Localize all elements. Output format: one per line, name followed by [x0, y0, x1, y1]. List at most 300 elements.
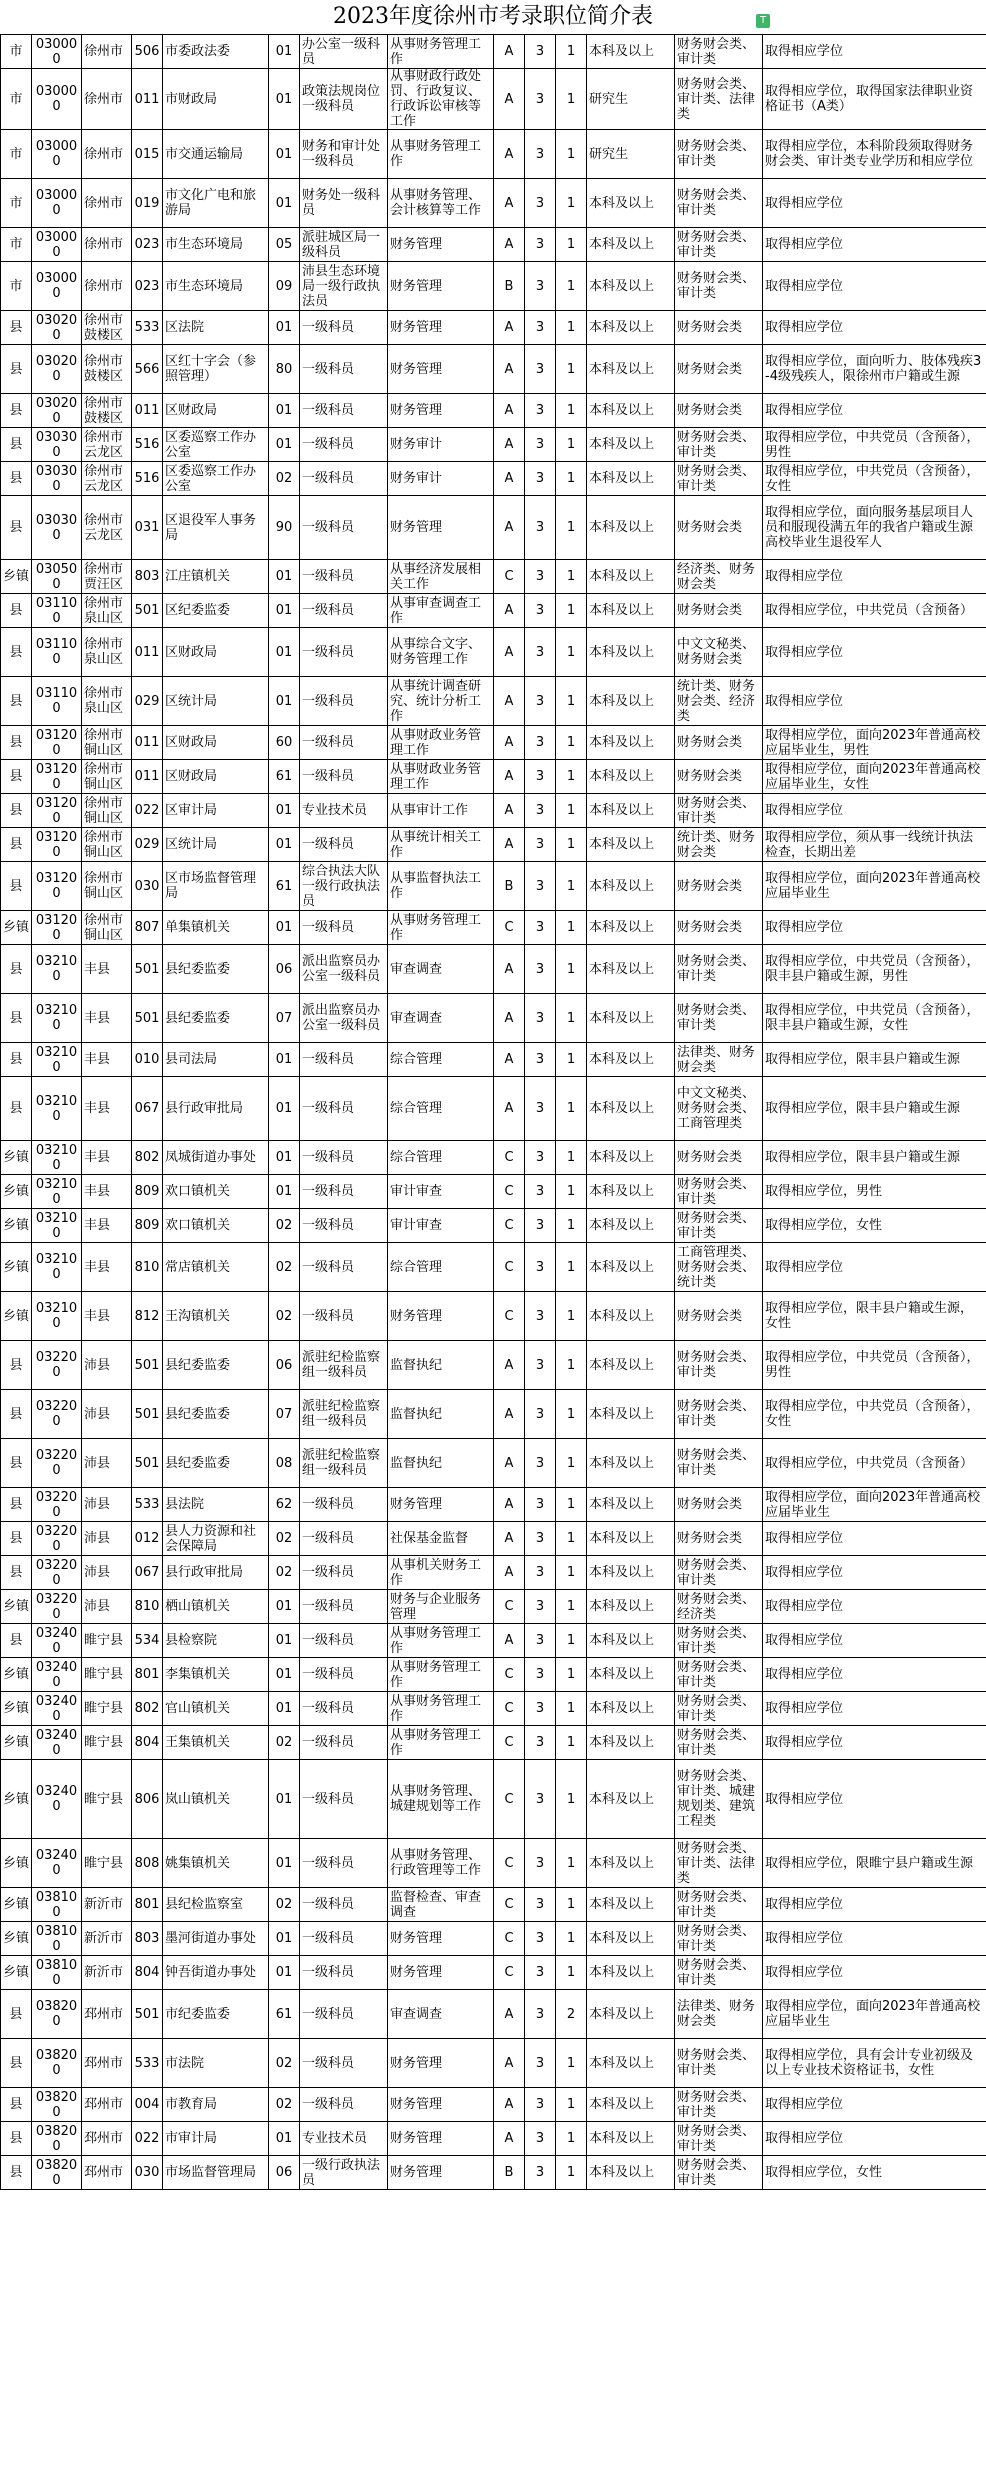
cell-major: 财务财会类、审计类	[675, 2122, 763, 2156]
cell-unit-code: 030	[132, 2156, 163, 2190]
table-row	[1, 1839, 986, 1888]
cell-level: 县	[1, 1624, 32, 1658]
cell-post-code: 06	[269, 1341, 300, 1390]
cell-dept-code: 032100	[32, 994, 82, 1043]
cell-headcount: 1	[556, 1922, 587, 1956]
cell-duties: 从事财务管理工作	[388, 911, 494, 945]
cell-region: 徐州市	[82, 228, 132, 262]
table-row	[1, 1658, 986, 1692]
cell-dept-code: 038100	[32, 1922, 82, 1956]
cell-dept-code: 038200	[32, 2122, 82, 2156]
cell-post-name: 一级科员	[300, 1292, 388, 1341]
cell-post-code: 01	[269, 677, 300, 726]
cell-dept-code: 032200	[32, 1590, 82, 1624]
cell-requirements: 取得相应学位，女性	[763, 1209, 986, 1243]
cell-education: 本科及以上	[587, 2088, 675, 2122]
cell-headcount: 1	[556, 1956, 587, 1990]
cell-post-code: 01	[269, 1760, 300, 1839]
cell-headcount: 1	[556, 2039, 587, 2088]
cell-duties: 综合管理	[388, 1043, 494, 1077]
cell-post-name: 一级科员	[300, 1522, 388, 1556]
cell-unit-code: 031	[132, 496, 163, 560]
cell-duties: 监督执纪	[388, 1439, 494, 1488]
cell-level: 乡镇	[1, 1141, 32, 1175]
cell-exam-type: A	[494, 394, 525, 428]
cell-region: 沛县	[82, 1488, 132, 1522]
cell-exam-type: A	[494, 2088, 525, 2122]
cell-major: 财务财会类	[675, 1522, 763, 1556]
cell-unit-name: 区财政局	[163, 726, 269, 760]
cell-post-name: 一级科员	[300, 1556, 388, 1590]
cell-unit-name: 李集镇机关	[163, 1658, 269, 1692]
cell-unit-name: 市生态环境局	[163, 228, 269, 262]
cell-level: 县	[1, 760, 32, 794]
cell-education: 本科及以上	[587, 1043, 675, 1077]
filter-icon[interactable]: T	[756, 14, 770, 28]
cell-exam-type: B	[494, 2156, 525, 2190]
cell-exam-type: A	[494, 1043, 525, 1077]
cell-exam-type: A	[494, 345, 525, 394]
cell-post-name: 一级科员	[300, 594, 388, 628]
cell-unit-name: 市审计局	[163, 2122, 269, 2156]
cell-education: 研究生	[587, 69, 675, 130]
cell-unit-name: 市教育局	[163, 2088, 269, 2122]
cell-ratio: 3	[525, 726, 556, 760]
cell-post-code: 80	[269, 345, 300, 394]
cell-post-code: 62	[269, 1488, 300, 1522]
cell-unit-code: 022	[132, 2122, 163, 2156]
cell-post-name: 一级科员	[300, 1488, 388, 1522]
cell-dept-code: 032100	[32, 1209, 82, 1243]
cell-ratio: 3	[525, 1488, 556, 1522]
cell-ratio: 3	[525, 311, 556, 345]
cell-ratio: 3	[525, 760, 556, 794]
cell-duties: 财务管理	[388, 1292, 494, 1341]
cell-unit-name: 县行政审批局	[163, 1077, 269, 1141]
cell-duties: 审计审查	[388, 1209, 494, 1243]
table-row	[1, 1556, 986, 1590]
cell-education: 本科及以上	[587, 1922, 675, 1956]
cell-duties: 从事综合文字、财务管理工作	[388, 628, 494, 677]
cell-dept-code: 032200	[32, 1522, 82, 1556]
cell-major: 财务财会类、审计类、城建规划类、建筑工程类	[675, 1760, 763, 1839]
cell-duties: 综合管理	[388, 1141, 494, 1175]
cell-post-name: 一级科员	[300, 726, 388, 760]
cell-unit-code: 022	[132, 794, 163, 828]
cell-post-name: 一级科员	[300, 496, 388, 560]
cell-ratio: 3	[525, 1888, 556, 1922]
cell-ratio: 3	[525, 1209, 556, 1243]
table-row	[1, 2122, 986, 2156]
table-row	[1, 726, 986, 760]
cell-post-name: 一级科员	[300, 2088, 388, 2122]
cell-requirements: 取得相应学位	[763, 394, 986, 428]
cell-dept-code: 038200	[32, 1990, 82, 2039]
cell-level: 乡镇	[1, 1726, 32, 1760]
cell-education: 本科及以上	[587, 1692, 675, 1726]
cell-post-code: 01	[269, 1175, 300, 1209]
cell-unit-name: 县行政审批局	[163, 1556, 269, 1590]
table-row	[1, 1209, 986, 1243]
cell-unit-name: 常店镇机关	[163, 1243, 269, 1292]
cell-major: 法律类、财务财会类	[675, 1043, 763, 1077]
cell-post-code: 01	[269, 2122, 300, 2156]
cell-duties: 从事财务管理、城建规划等工作	[388, 1760, 494, 1839]
cell-exam-type: A	[494, 130, 525, 179]
cell-unit-name: 市委政法委	[163, 35, 269, 69]
table-row	[1, 1292, 986, 1341]
cell-headcount: 1	[556, 726, 587, 760]
cell-duties: 从事统计调查研究、统计分析工作	[388, 677, 494, 726]
cell-post-code: 02	[269, 462, 300, 496]
cell-requirements: 取得相应学位	[763, 1624, 986, 1658]
cell-exam-type: A	[494, 994, 525, 1043]
cell-post-name: 财务和审计处一级科员	[300, 130, 388, 179]
table-row	[1, 594, 986, 628]
cell-unit-name: 县法院	[163, 1488, 269, 1522]
cell-level: 县	[1, 828, 32, 862]
cell-exam-type: A	[494, 794, 525, 828]
cell-headcount: 1	[556, 1077, 587, 1141]
cell-major: 经济类、财务财会类	[675, 560, 763, 594]
cell-post-name: 一级科员	[300, 1243, 388, 1292]
cell-dept-code: 030000	[32, 228, 82, 262]
cell-post-code: 05	[269, 228, 300, 262]
table-row	[1, 179, 986, 228]
cell-duties: 财务管理	[388, 394, 494, 428]
cell-unit-code: 534	[132, 1624, 163, 1658]
table-row	[1, 862, 986, 911]
table-row	[1, 1726, 986, 1760]
cell-dept-code: 031100	[32, 594, 82, 628]
cell-unit-code: 516	[132, 462, 163, 496]
cell-education: 本科及以上	[587, 945, 675, 994]
cell-region: 徐州市铜山区	[82, 794, 132, 828]
cell-duties: 财务管理	[388, 311, 494, 345]
cell-ratio: 3	[525, 794, 556, 828]
cell-post-name: 派驻纪检监察组一级科员	[300, 1439, 388, 1488]
cell-ratio: 3	[525, 228, 556, 262]
cell-major: 中文文秘类、财务财会类	[675, 628, 763, 677]
cell-duties: 财务管理	[388, 1922, 494, 1956]
cell-requirements: 取得相应学位，限丰县户籍或生源，女性	[763, 1292, 986, 1341]
cell-requirements: 取得相应学位	[763, 1726, 986, 1760]
cell-level: 县	[1, 496, 32, 560]
cell-headcount: 1	[556, 1341, 587, 1390]
cell-ratio: 3	[525, 1658, 556, 1692]
cell-level: 乡镇	[1, 1243, 32, 1292]
cell-requirements: 取得相应学位	[763, 1922, 986, 1956]
cell-duties: 财务审计	[388, 428, 494, 462]
cell-unit-code: 067	[132, 1556, 163, 1590]
cell-ratio: 3	[525, 462, 556, 496]
cell-post-code: 02	[269, 1292, 300, 1341]
cell-region: 沛县	[82, 1390, 132, 1439]
cell-unit-code: 809	[132, 1209, 163, 1243]
cell-level: 市	[1, 35, 32, 69]
cell-exam-type: C	[494, 1292, 525, 1341]
cell-education: 本科及以上	[587, 1390, 675, 1439]
cell-level: 乡镇	[1, 1760, 32, 1839]
cell-dept-code: 032400	[32, 1692, 82, 1726]
cell-post-name: 一级科员	[300, 462, 388, 496]
cell-post-name: 一级科员	[300, 1990, 388, 2039]
cell-dept-code: 031200	[32, 794, 82, 828]
cell-unit-code: 004	[132, 2088, 163, 2122]
cell-headcount: 1	[556, 345, 587, 394]
cell-region: 沛县	[82, 1590, 132, 1624]
cell-duties: 财务与企业服务管理	[388, 1590, 494, 1624]
cell-unit-code: 019	[132, 179, 163, 228]
cell-ratio: 3	[525, 1590, 556, 1624]
cell-headcount: 1	[556, 262, 587, 311]
cell-dept-code: 038100	[32, 1956, 82, 1990]
cell-exam-type: A	[494, 1990, 525, 2039]
cell-requirements: 取得相应学位	[763, 2088, 986, 2122]
cell-education: 本科及以上	[587, 1243, 675, 1292]
cell-education: 本科及以上	[587, 2039, 675, 2088]
cell-post-code: 61	[269, 862, 300, 911]
cell-dept-code: 031200	[32, 726, 82, 760]
cell-duties: 从事财务管理工作	[388, 1692, 494, 1726]
cell-duties: 从事财务管理工作	[388, 35, 494, 69]
cell-headcount: 1	[556, 130, 587, 179]
cell-education: 本科及以上	[587, 2122, 675, 2156]
cell-requirements: 取得相应学位，面向2023年普通高校应届毕业生	[763, 1990, 986, 2039]
cell-unit-code: 806	[132, 1760, 163, 1839]
cell-post-code: 01	[269, 179, 300, 228]
cell-post-code: 07	[269, 994, 300, 1043]
cell-exam-type: A	[494, 1522, 525, 1556]
cell-unit-name: 县纪委监委	[163, 945, 269, 994]
cell-duties: 审查调查	[388, 1990, 494, 2039]
cell-region: 徐州市铜山区	[82, 911, 132, 945]
cell-headcount: 1	[556, 69, 587, 130]
cell-region: 徐州市	[82, 69, 132, 130]
cell-unit-code: 501	[132, 594, 163, 628]
cell-exam-type: A	[494, 677, 525, 726]
table-row	[1, 994, 986, 1043]
cell-duties: 财务管理	[388, 2156, 494, 2190]
cell-duties: 监督执纪	[388, 1341, 494, 1390]
table-row	[1, 394, 986, 428]
cell-exam-type: C	[494, 1209, 525, 1243]
cell-major: 财务财会类、经济类	[675, 1590, 763, 1624]
cell-post-name: 一级科员	[300, 1760, 388, 1839]
cell-dept-code: 032100	[32, 1077, 82, 1141]
cell-region: 丰县	[82, 945, 132, 994]
cell-duties: 财务管理	[388, 262, 494, 311]
cell-ratio: 3	[525, 1760, 556, 1839]
cell-requirements: 取得相应学位	[763, 677, 986, 726]
cell-dept-code: 030000	[32, 69, 82, 130]
cell-dept-code: 038100	[32, 1888, 82, 1922]
cell-headcount: 1	[556, 1760, 587, 1839]
cell-headcount: 1	[556, 2122, 587, 2156]
cell-education: 本科及以上	[587, 1590, 675, 1624]
cell-ratio: 3	[525, 69, 556, 130]
cell-ratio: 3	[525, 1726, 556, 1760]
cell-region: 丰县	[82, 1043, 132, 1077]
cell-unit-name: 欢口镇机关	[163, 1209, 269, 1243]
cell-post-name: 一级科员	[300, 1043, 388, 1077]
cell-region: 睢宁县	[82, 1726, 132, 1760]
cell-unit-code: 810	[132, 1243, 163, 1292]
cell-region: 徐州市铜山区	[82, 828, 132, 862]
cell-region: 沛县	[82, 1341, 132, 1390]
cell-unit-code: 808	[132, 1839, 163, 1888]
cell-dept-code: 030000	[32, 130, 82, 179]
cell-requirements: 取得相应学位，面向服务基层项目人员和服现役满五年的我省户籍或生源高校毕业生退役军人	[763, 496, 986, 560]
cell-region: 邳州市	[82, 1990, 132, 2039]
cell-post-code: 01	[269, 35, 300, 69]
cell-major: 财务财会类	[675, 345, 763, 394]
cell-duties: 监督检查、审查调查	[388, 1888, 494, 1922]
cell-level: 县	[1, 794, 32, 828]
cell-post-code: 01	[269, 1141, 300, 1175]
cell-headcount: 1	[556, 911, 587, 945]
cell-post-name: 一级行政执法员	[300, 2156, 388, 2190]
cell-region: 徐州市铜山区	[82, 862, 132, 911]
cell-level: 乡镇	[1, 1692, 32, 1726]
cell-exam-type: C	[494, 560, 525, 594]
cell-level: 县	[1, 2039, 32, 2088]
cell-exam-type: A	[494, 828, 525, 862]
cell-unit-name: 区市场监督管理局	[163, 862, 269, 911]
cell-region: 徐州市铜山区	[82, 726, 132, 760]
cell-unit-code: 011	[132, 760, 163, 794]
cell-headcount: 1	[556, 1243, 587, 1292]
cell-major: 财务财会类、审计类	[675, 2156, 763, 2190]
cell-requirements: 取得相应学位，限睢宁县户籍或生源	[763, 1839, 986, 1888]
cell-requirements: 取得相应学位	[763, 628, 986, 677]
cell-post-name: 专业技术员	[300, 2122, 388, 2156]
cell-region: 新沂市	[82, 1956, 132, 1990]
cell-ratio: 3	[525, 2122, 556, 2156]
cell-unit-code: 533	[132, 311, 163, 345]
cell-education: 本科及以上	[587, 1209, 675, 1243]
cell-exam-type: A	[494, 179, 525, 228]
cell-requirements: 取得相应学位	[763, 1658, 986, 1692]
cell-post-name: 派出监察员办公室一级科员	[300, 945, 388, 994]
cell-post-name: 一级科员	[300, 345, 388, 394]
cell-requirements: 取得相应学位，面向2023年普通高校应届毕业生	[763, 862, 986, 911]
cell-headcount: 1	[556, 1141, 587, 1175]
cell-post-name: 一级科员	[300, 311, 388, 345]
cell-level: 县	[1, 394, 32, 428]
cell-level: 乡镇	[1, 911, 32, 945]
cell-ratio: 3	[525, 2156, 556, 2190]
cell-exam-type: A	[494, 1439, 525, 1488]
cell-major: 财务财会类	[675, 594, 763, 628]
cell-post-code: 02	[269, 1726, 300, 1760]
cell-major: 财务财会类	[675, 911, 763, 945]
cell-dept-code: 032200	[32, 1556, 82, 1590]
cell-ratio: 3	[525, 496, 556, 560]
cell-major: 财务财会类、审计类	[675, 179, 763, 228]
cell-unit-code: 067	[132, 1077, 163, 1141]
cell-region: 徐州市泉山区	[82, 628, 132, 677]
cell-post-code: 01	[269, 1692, 300, 1726]
cell-unit-name: 市交通运输局	[163, 130, 269, 179]
cell-post-name: 专业技术员	[300, 794, 388, 828]
cell-post-name: 一级科员	[300, 1590, 388, 1624]
cell-requirements: 取得相应学位，面向听力、肢体残疾3-4级残疾人，限徐州市户籍或生源	[763, 345, 986, 394]
cell-level: 乡镇	[1, 1658, 32, 1692]
cell-level: 乡镇	[1, 1292, 32, 1341]
cell-requirements: 取得相应学位	[763, 228, 986, 262]
cell-dept-code: 030300	[32, 496, 82, 560]
cell-level: 市	[1, 262, 32, 311]
cell-duties: 审查调查	[388, 945, 494, 994]
cell-education: 本科及以上	[587, 862, 675, 911]
cell-unit-name: 王沟镇机关	[163, 1292, 269, 1341]
cell-unit-name: 官山镇机关	[163, 1692, 269, 1726]
cell-major: 法律类、财务财会类	[675, 1990, 763, 2039]
cell-region: 沛县	[82, 1522, 132, 1556]
cell-requirements: 取得相应学位	[763, 560, 986, 594]
cell-post-name: 一级科员	[300, 428, 388, 462]
cell-duties: 财务审计	[388, 462, 494, 496]
cell-headcount: 1	[556, 1590, 587, 1624]
cell-headcount: 1	[556, 394, 587, 428]
cell-unit-code: 501	[132, 1990, 163, 2039]
cell-education: 本科及以上	[587, 628, 675, 677]
cell-exam-type: C	[494, 1726, 525, 1760]
cell-education: 本科及以上	[587, 594, 675, 628]
cell-requirements: 取得相应学位	[763, 311, 986, 345]
cell-major: 财务财会类	[675, 1488, 763, 1522]
cell-post-name: 一级科员	[300, 1209, 388, 1243]
cell-major: 财务财会类、审计类	[675, 428, 763, 462]
cell-level: 县	[1, 2156, 32, 2190]
cell-dept-code: 032200	[32, 1439, 82, 1488]
cell-major: 财务财会类	[675, 726, 763, 760]
cell-education: 本科及以上	[587, 1556, 675, 1590]
cell-education: 本科及以上	[587, 35, 675, 69]
cell-requirements: 取得相应学位，取得国家法律职业资格证书（A类）	[763, 69, 986, 130]
cell-headcount: 1	[556, 994, 587, 1043]
cell-headcount: 1	[556, 2156, 587, 2190]
cell-headcount: 1	[556, 760, 587, 794]
cell-post-name: 一级科员	[300, 1077, 388, 1141]
cell-dept-code: 032100	[32, 1175, 82, 1209]
table-row	[1, 1956, 986, 1990]
cell-ratio: 3	[525, 1243, 556, 1292]
cell-dept-code: 030000	[32, 35, 82, 69]
cell-unit-name: 区红十字会（参照管理）	[163, 345, 269, 394]
cell-major: 财务财会类、审计类	[675, 2039, 763, 2088]
table-row	[1, 35, 986, 69]
cell-major: 财务财会类、审计类	[675, 1175, 763, 1209]
cell-duties: 从事财务管理、行政管理等工作	[388, 1839, 494, 1888]
cell-post-code: 01	[269, 1956, 300, 1990]
cell-post-name: 一级科员	[300, 1888, 388, 1922]
cell-unit-code: 803	[132, 560, 163, 594]
cell-unit-name: 县纪委监委	[163, 1439, 269, 1488]
cell-dept-code: 032200	[32, 1488, 82, 1522]
cell-major: 财务财会类、审计类	[675, 2088, 763, 2122]
cell-exam-type: A	[494, 1488, 525, 1522]
cell-education: 本科及以上	[587, 1077, 675, 1141]
cell-headcount: 1	[556, 428, 587, 462]
cell-education: 本科及以上	[587, 911, 675, 945]
cell-duties: 财务管理	[388, 1488, 494, 1522]
cell-unit-code: 803	[132, 1922, 163, 1956]
table-row	[1, 828, 986, 862]
cell-ratio: 3	[525, 1839, 556, 1888]
cell-dept-code: 030200	[32, 311, 82, 345]
